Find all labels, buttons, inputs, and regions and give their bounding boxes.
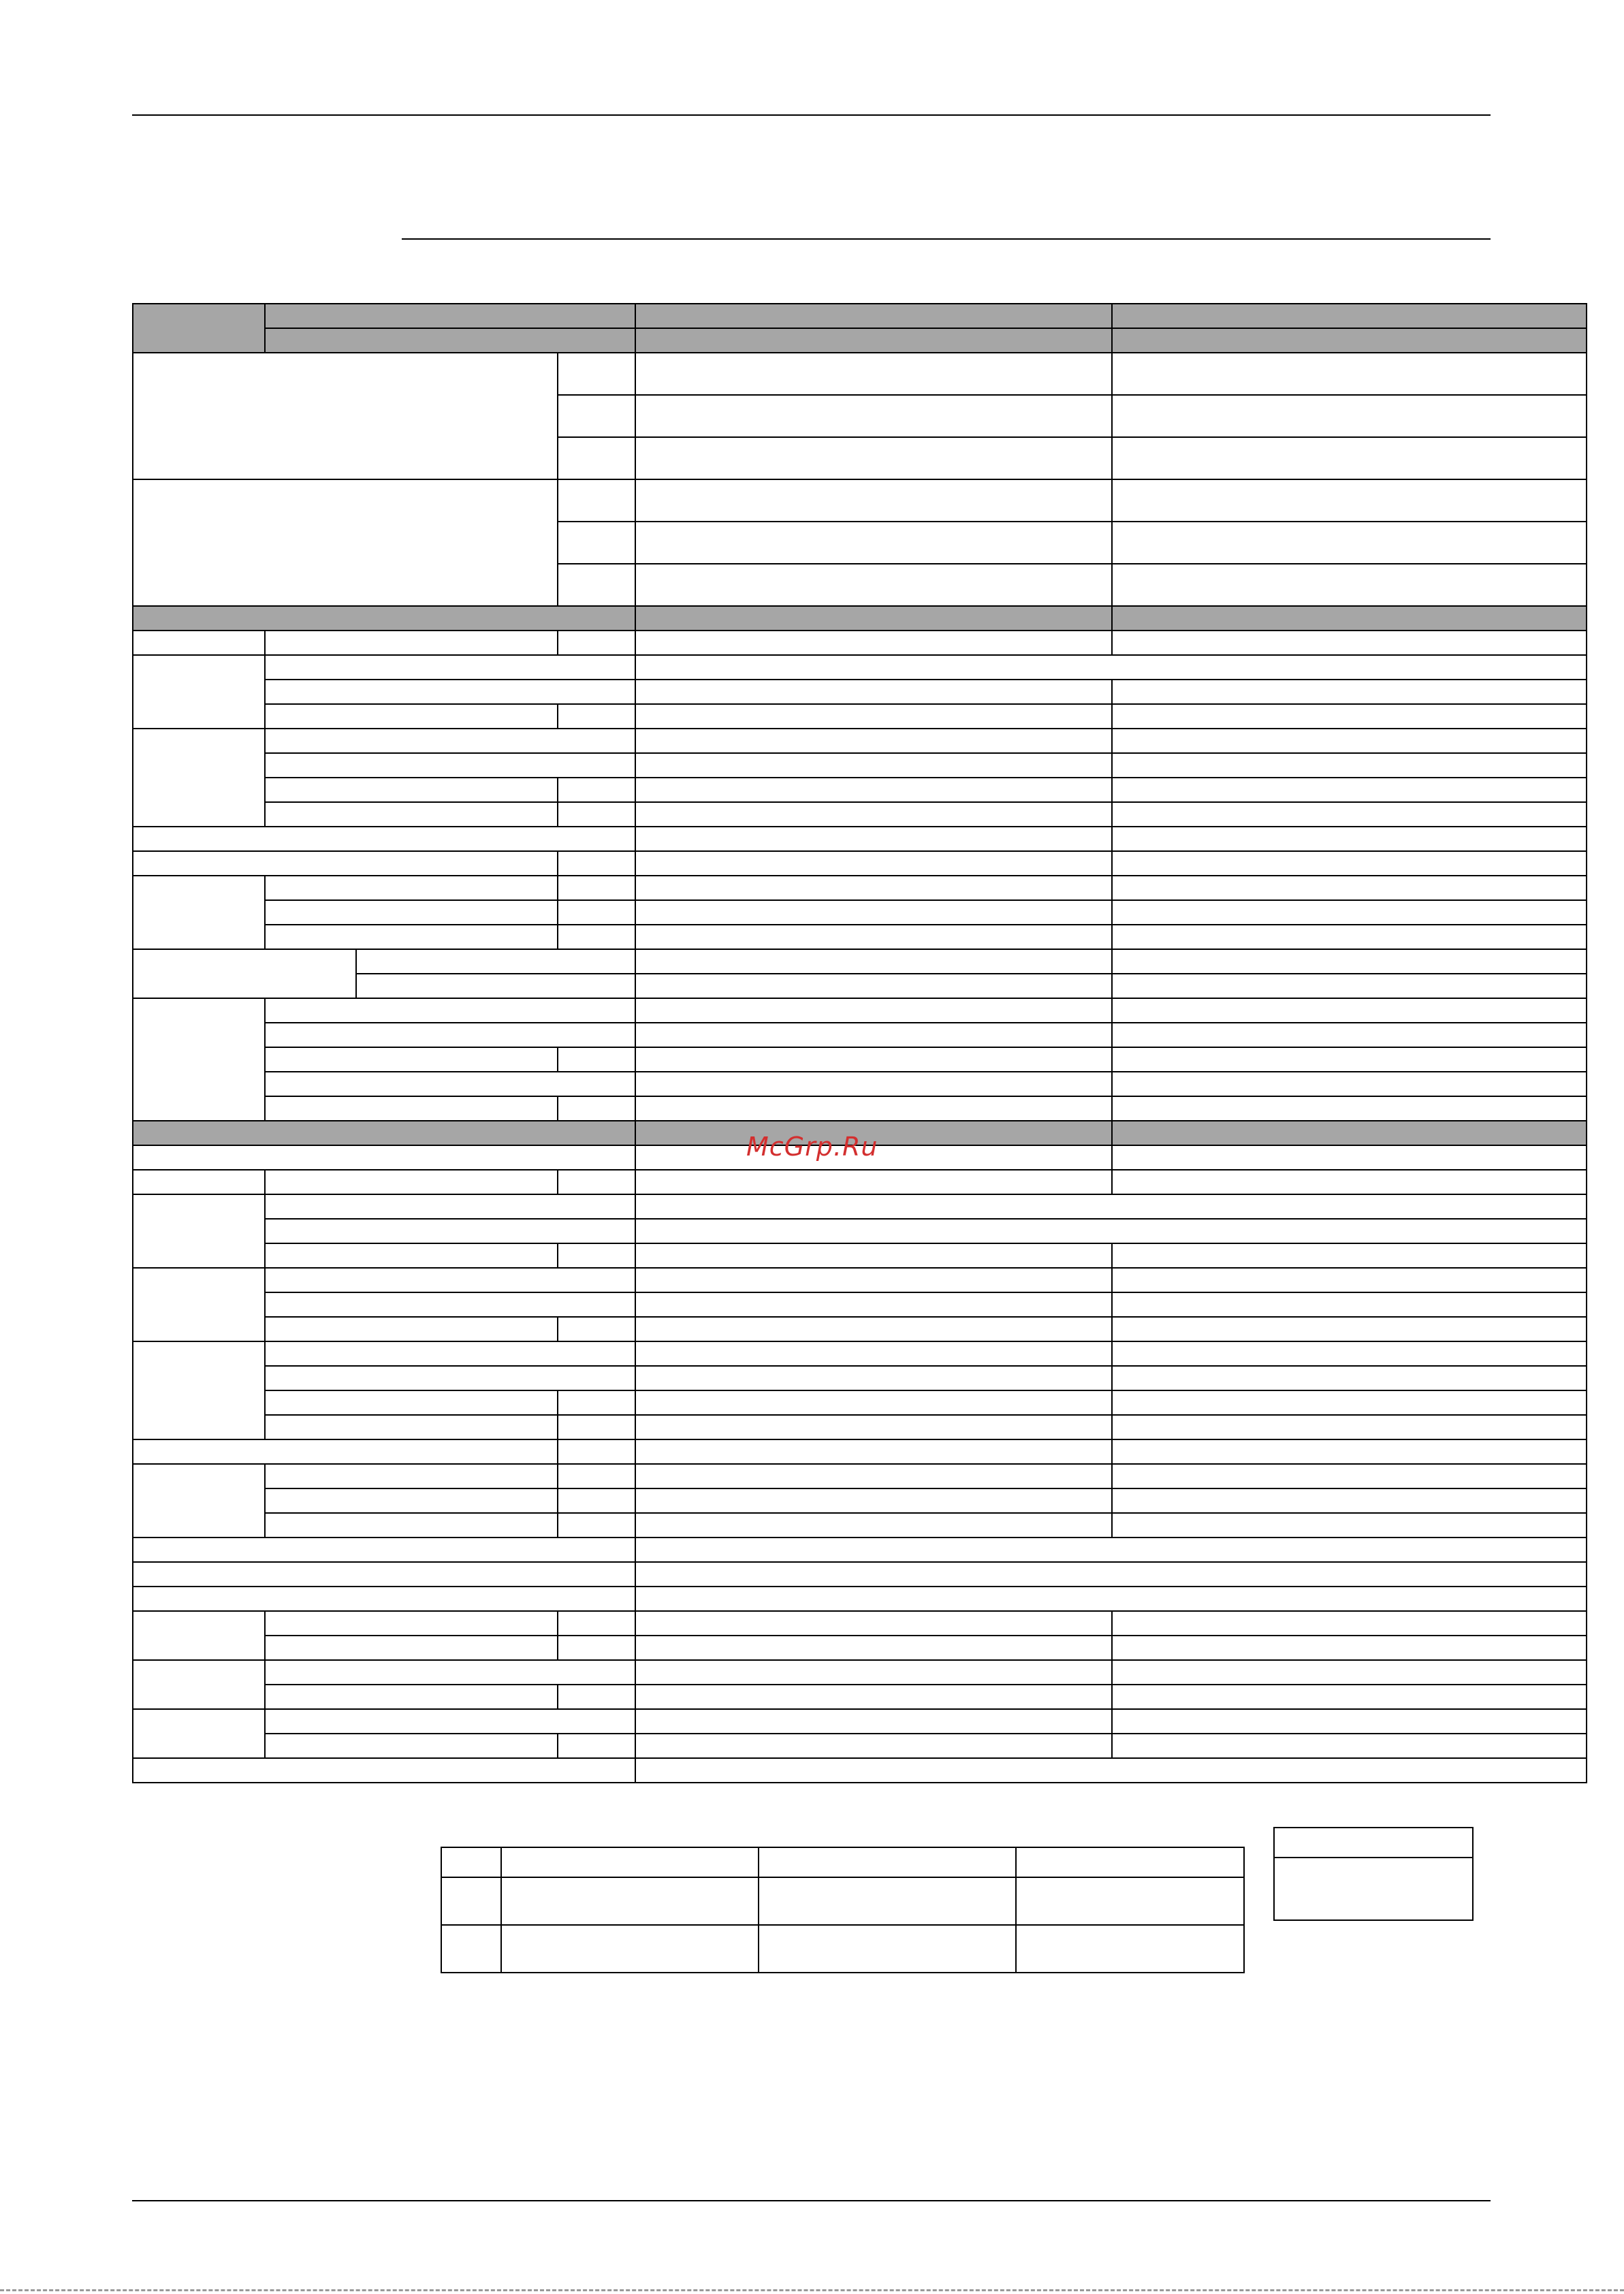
table-cell <box>558 900 635 925</box>
table-cell <box>759 1877 1016 1925</box>
table-cell <box>265 729 635 753</box>
table-cell <box>1112 1243 1587 1268</box>
table-cell <box>133 655 265 729</box>
value-cell <box>635 522 1112 564</box>
table-cell <box>635 655 1587 680</box>
table-cell <box>558 1464 635 1488</box>
table-cell <box>133 1439 558 1464</box>
unit-cell <box>558 353 635 395</box>
section-header-cell <box>133 606 635 631</box>
table-cell <box>635 1194 1587 1219</box>
table-cell <box>133 631 265 655</box>
table-cell <box>635 753 1112 778</box>
section-header-cell <box>1112 606 1587 631</box>
table-cell <box>265 1366 635 1390</box>
table-cell <box>265 1709 635 1734</box>
table-cell <box>133 1758 635 1783</box>
header-cell <box>265 304 635 328</box>
table-cell <box>1112 704 1587 729</box>
value-cell <box>635 564 1112 606</box>
watermark: McGrp.Ru <box>746 1132 878 1162</box>
value-cell <box>1112 395 1587 437</box>
table-cell <box>265 1636 558 1660</box>
table-cell <box>1112 1390 1587 1415</box>
table-cell <box>1112 1513 1587 1538</box>
table-cell <box>1112 631 1587 655</box>
table-cell <box>265 1734 558 1758</box>
value-cell <box>1112 353 1587 395</box>
table-cell <box>1112 778 1587 802</box>
table-cell <box>133 1145 635 1170</box>
table-cell <box>441 1877 501 1925</box>
header-cell <box>265 328 635 353</box>
table-cell <box>1112 802 1587 827</box>
table-cell <box>1112 827 1587 851</box>
table-cell <box>265 1415 558 1439</box>
table-cell <box>133 1562 635 1587</box>
table-cell <box>558 876 635 900</box>
table-cell <box>265 1243 558 1268</box>
table-cell <box>558 1317 635 1341</box>
table-cell <box>1112 1268 1587 1292</box>
section-header-cell <box>1112 1121 1587 1145</box>
table-cell <box>265 1660 635 1685</box>
table-cell <box>1112 1072 1587 1096</box>
table-cell <box>1112 974 1587 998</box>
table-cell <box>441 1925 501 1973</box>
table-cell <box>1112 851 1587 876</box>
header-cell <box>1112 328 1587 353</box>
table-cell <box>133 851 558 876</box>
table-cell <box>635 1243 1112 1268</box>
table-cell <box>635 1072 1112 1096</box>
table-cell <box>558 1243 635 1268</box>
table-cell <box>1112 1660 1587 1685</box>
table-cell <box>635 1685 1112 1709</box>
table-cell <box>265 655 635 680</box>
value-cell <box>1112 479 1587 522</box>
table-cell <box>133 998 265 1121</box>
table-cell <box>1112 1439 1587 1464</box>
table-cell <box>635 778 1112 802</box>
table-cell <box>635 1317 1112 1341</box>
table-cell <box>265 1317 558 1341</box>
table-cell <box>265 900 558 925</box>
unit-cell <box>558 479 635 522</box>
table-cell <box>265 998 635 1023</box>
table-cell <box>558 1611 635 1636</box>
table-cell <box>1112 1317 1587 1341</box>
table-cell <box>1112 1415 1587 1439</box>
value-cell <box>635 395 1112 437</box>
table-cell <box>265 778 558 802</box>
table-cell <box>635 1415 1112 1439</box>
table-cell <box>1112 1685 1587 1709</box>
table-cell <box>635 1268 1112 1292</box>
table-cell <box>635 851 1112 876</box>
table-cell <box>133 1170 265 1194</box>
table-cell <box>635 1587 1587 1611</box>
table-cell <box>558 851 635 876</box>
table-cell <box>265 1390 558 1415</box>
value-cell <box>635 479 1112 522</box>
table-cell <box>635 1488 1112 1513</box>
table-cell <box>635 1292 1112 1317</box>
table-cell <box>558 1390 635 1415</box>
table-cell <box>635 949 1112 974</box>
table-cell <box>1112 1636 1587 1660</box>
table-cell <box>265 802 558 827</box>
table-cell <box>558 1734 635 1758</box>
table-cell <box>501 1847 759 1877</box>
group-label-cell <box>133 353 558 479</box>
table-cell <box>635 1562 1587 1587</box>
table-cell <box>558 1415 635 1439</box>
table-cell <box>558 802 635 827</box>
table-cell <box>635 900 1112 925</box>
table-cell <box>265 1464 558 1488</box>
table-cell <box>635 925 1112 949</box>
table-cell <box>558 1636 635 1660</box>
table-cell <box>265 704 558 729</box>
table-cell <box>1112 1341 1587 1366</box>
table-cell <box>1112 900 1587 925</box>
table-cell <box>133 1341 265 1439</box>
table-cell <box>635 1636 1112 1660</box>
table-cell <box>265 1023 635 1047</box>
table-cell <box>501 1877 759 1925</box>
table-cell <box>133 949 356 998</box>
note-box-header <box>1275 1828 1472 1858</box>
unit-cell <box>558 395 635 437</box>
table-cell <box>635 1538 1587 1562</box>
table-cell <box>558 1685 635 1709</box>
header-cell <box>635 304 1112 328</box>
table-cell <box>635 1709 1112 1734</box>
table-cell <box>1112 949 1587 974</box>
table-cell <box>635 704 1112 729</box>
table-cell <box>265 1513 558 1538</box>
table-cell <box>133 1587 635 1611</box>
table-cell <box>759 1847 1016 1877</box>
table-cell <box>356 974 635 998</box>
unit-cell <box>558 437 635 479</box>
sub-table <box>441 1847 1245 1973</box>
table-cell <box>265 1488 558 1513</box>
header-rule <box>132 114 1491 116</box>
table-cell <box>1112 925 1587 949</box>
table-cell <box>635 729 1112 753</box>
table-cell <box>133 827 635 851</box>
table-cell <box>1112 1709 1587 1734</box>
table-cell <box>265 1219 635 1243</box>
value-cell <box>635 353 1112 395</box>
table-cell <box>1112 1611 1587 1636</box>
table-cell <box>1016 1847 1244 1877</box>
table-cell <box>759 1925 1016 1973</box>
table-cell <box>635 998 1112 1023</box>
table-cell <box>635 1366 1112 1390</box>
unit-cell <box>558 522 635 564</box>
title-underline <box>402 238 1491 240</box>
table-cell <box>558 1439 635 1464</box>
table-cell <box>265 1096 558 1121</box>
note-box <box>1273 1827 1474 1921</box>
table-cell <box>1112 1023 1587 1047</box>
table-cell <box>133 1611 265 1660</box>
table-cell <box>133 1464 265 1538</box>
table-cell <box>1112 753 1587 778</box>
value-cell <box>1112 437 1587 479</box>
table-cell <box>635 1439 1112 1464</box>
table-cell <box>635 1758 1587 1783</box>
table-cell <box>635 1464 1112 1488</box>
table-cell <box>635 1341 1112 1366</box>
table-cell <box>1112 1464 1587 1488</box>
table-cell <box>558 925 635 949</box>
table-cell <box>265 876 558 900</box>
table-cell <box>133 1194 265 1268</box>
table-cell <box>1016 1877 1244 1925</box>
table-cell <box>265 1268 635 1292</box>
table-cell <box>441 1847 501 1877</box>
table-cell <box>133 1660 265 1709</box>
table-cell <box>1016 1925 1244 1973</box>
section-header-cell <box>635 606 1112 631</box>
table-cell <box>1112 1047 1587 1072</box>
table-cell <box>635 631 1112 655</box>
table-cell <box>265 753 635 778</box>
table-corner-cell <box>133 304 265 353</box>
table-cell <box>1112 876 1587 900</box>
table-cell <box>1112 1734 1587 1758</box>
table-cell <box>635 827 1112 851</box>
table-cell <box>635 802 1112 827</box>
table-cell <box>635 1023 1112 1047</box>
table-cell <box>356 949 635 974</box>
table-cell <box>1112 1096 1587 1121</box>
table-cell <box>635 1513 1112 1538</box>
table-cell <box>1112 998 1587 1023</box>
table-cell <box>265 1047 558 1072</box>
footer-rule <box>132 2200 1491 2201</box>
table-cell <box>1112 680 1587 704</box>
value-cell <box>635 437 1112 479</box>
table-cell <box>558 1488 635 1513</box>
header-cell <box>1112 304 1587 328</box>
specifications-table <box>132 303 1587 1783</box>
table-cell <box>1112 1145 1587 1170</box>
table-cell <box>635 680 1112 704</box>
unit-cell <box>558 564 635 606</box>
table-cell <box>265 1341 635 1366</box>
table-cell <box>558 1170 635 1194</box>
table-cell <box>635 1170 1112 1194</box>
group-label-cell <box>133 479 558 606</box>
table-cell <box>265 631 558 655</box>
table-cell <box>265 1194 635 1219</box>
table-cell <box>501 1925 759 1973</box>
table-cell <box>133 876 265 949</box>
table-cell <box>133 1538 635 1562</box>
header-cell <box>635 328 1112 353</box>
table-cell <box>635 1096 1112 1121</box>
table-cell <box>1112 1366 1587 1390</box>
table-cell <box>133 729 265 827</box>
table-cell <box>558 631 635 655</box>
table-cell <box>265 1292 635 1317</box>
value-cell <box>1112 564 1587 606</box>
table-cell <box>265 1685 558 1709</box>
table-cell <box>558 1513 635 1538</box>
table-cell <box>265 1170 558 1194</box>
table-cell <box>635 1390 1112 1415</box>
table-cell <box>1112 1170 1587 1194</box>
table-cell <box>558 704 635 729</box>
table-cell <box>265 680 635 704</box>
table-cell <box>1112 1292 1587 1317</box>
table-cell <box>265 925 558 949</box>
table-cell <box>558 1096 635 1121</box>
table-cell <box>635 876 1112 900</box>
table-cell <box>635 1611 1112 1636</box>
page-edge-dashes <box>0 2289 1624 2291</box>
table-cell <box>1112 1488 1587 1513</box>
table-cell <box>635 1219 1587 1243</box>
table-cell <box>133 1268 265 1341</box>
table-cell <box>635 1047 1112 1072</box>
table-cell <box>1112 729 1587 753</box>
table-cell <box>635 974 1112 998</box>
table-cell <box>635 1660 1112 1685</box>
table-cell <box>558 778 635 802</box>
table-cell <box>265 1611 558 1636</box>
value-cell <box>1112 522 1587 564</box>
table-cell <box>265 1072 635 1096</box>
table-cell <box>133 1709 265 1758</box>
table-cell <box>635 1734 1112 1758</box>
section-header-cell <box>133 1121 635 1145</box>
table-cell <box>558 1047 635 1072</box>
